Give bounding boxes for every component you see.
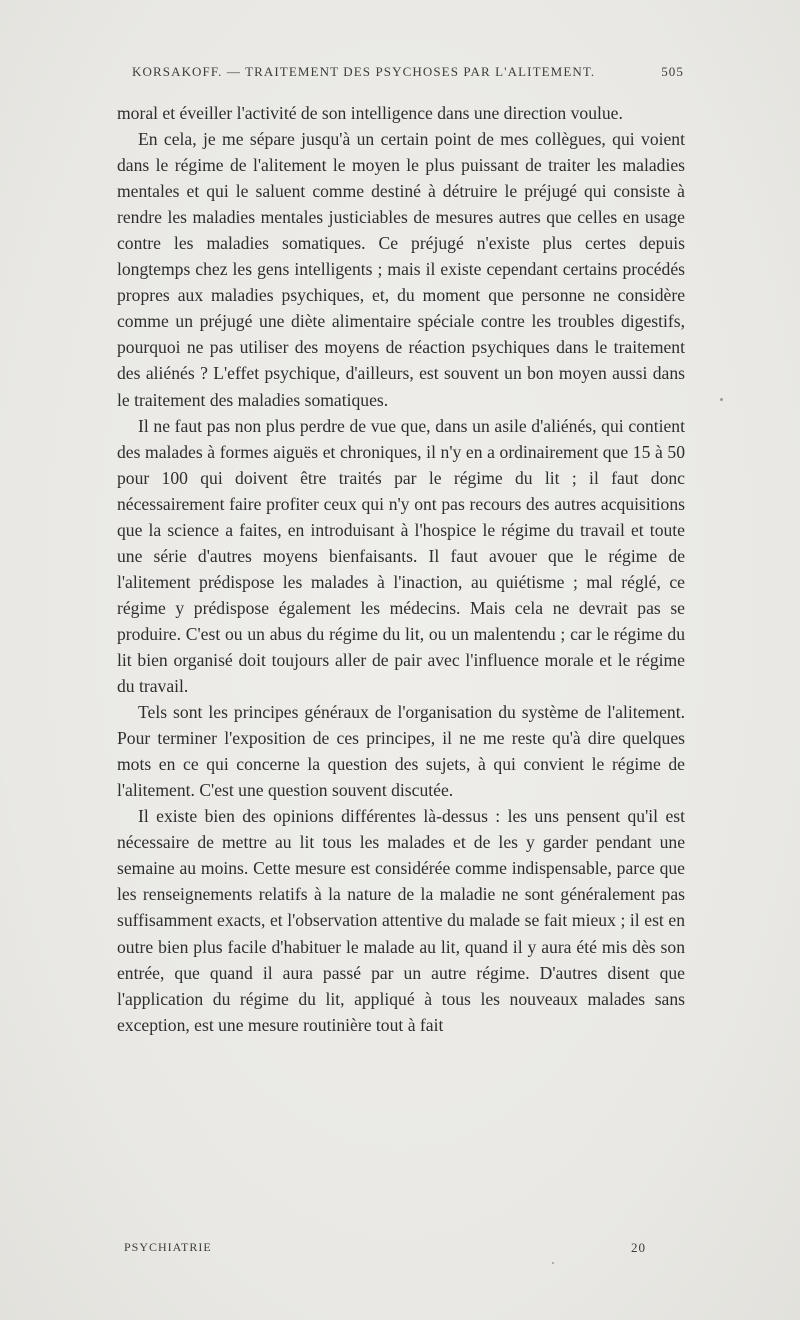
paragraph: Il ne faut pas non plus perdre de vue que, dans un asile d'aliénés, qui contient des malades à formes aiguës et chroniques, il n'y en a ordinairement que 15 à 50 pour 100 qui doivent être traités par le régime du lit ; il faut donc nécessairement faire profiter ceux qui n'y ont pas recours des autres acquisitions que la science a faites, en introduisant à l'hospice le régime du travail et toute une série d'autres moyens bienfaisants. Il faut avouer que le régime de l'alitement prédispose les malades à l'inaction, au quiétisme ; mal réglé, ce régime y prédispose également les médecins. Mais cela ne devrait pas se produire. C'est ou un abus du régime du lit, ou un malentendu ; car le régime du lit bien organisé doit toujours aller de pair avec l'influence morale et le régime du travail. bbox=[117, 415, 685, 697]
page-footer bbox=[124, 1240, 684, 1260]
running-title: KORSAKOFF. — TRAITEMENT DES PSYCHOSES PAR L'ALITEMENT. bbox=[132, 64, 596, 79]
signature-number: 20 bbox=[631, 1240, 646, 1255]
paragraph-continued: moral et éveiller l'activité de son intelligence dans une direction voulue. bbox=[117, 103, 623, 123]
body-text bbox=[117, 100, 685, 1038]
paper-speck bbox=[552, 1262, 554, 1264]
paper-speck bbox=[720, 398, 723, 401]
signature-label: PSYCHIATRIE bbox=[124, 1240, 212, 1254]
paragraph: Tels sont les principes généraux de l'organisation du système de l'alitement. Pour terminer l'exposition de ces principes, il ne me reste qu'à dire quelques mots en ce qui concerne la question des sujets, à qui convient le régime de l'alitement. C'est une question souvent discutée. bbox=[117, 702, 685, 801]
running-header bbox=[118, 64, 684, 86]
paragraph: En cela, je me sépare jusqu'à un certain point de mes collègues, qui voient dans le régime de l'alitement le moyen le plus puissant de traiter les maladies mentales et qui le saluent comme destiné à détruire le préjugé qui consiste à rendre les maladies mentales justiciables de mesures autres que celles en usage contre les maladies somatiques. Ce préjugé n'existe plus certes depuis longtemps chez les gens intelligents ; mais il existe cependant certains procédés propres aux maladies psychiques, et, du moment que personne ne considère comme un préjugé une diète alimentaire spéciale contre les troubles digestifs, pourquoi ne pas utiliser des moyens de réaction psychiques dans le traitement des aliénés ? L'effet psychique, d'ailleurs, est souvent un bon moyen aussi dans le traitement des maladies somatiques. bbox=[117, 129, 685, 410]
page-number: 505 bbox=[661, 64, 684, 79]
paragraph: Il existe bien des opinions différentes là-dessus : les uns pensent qu'il est nécessaire de mettre au lit tous les malades et de les y garder pendant une semaine au moins. Cette mesure est considérée comme indispensable, parce que les renseignements relatifs à la nature de la maladie ne sont généralement pas suffisamment exacts, et l'observation attentive du malade se fait mieux ; il est en outre bien plus facile d'habituer le malade au lit, quand il y aura été mis dès son entrée, que quand il aura passé par un autre régime. D'autres disent que l'application du régime du lit, appliqué à tous les nouveaux malades sans exception, est une mesure routinière tout à fait bbox=[117, 806, 685, 1035]
